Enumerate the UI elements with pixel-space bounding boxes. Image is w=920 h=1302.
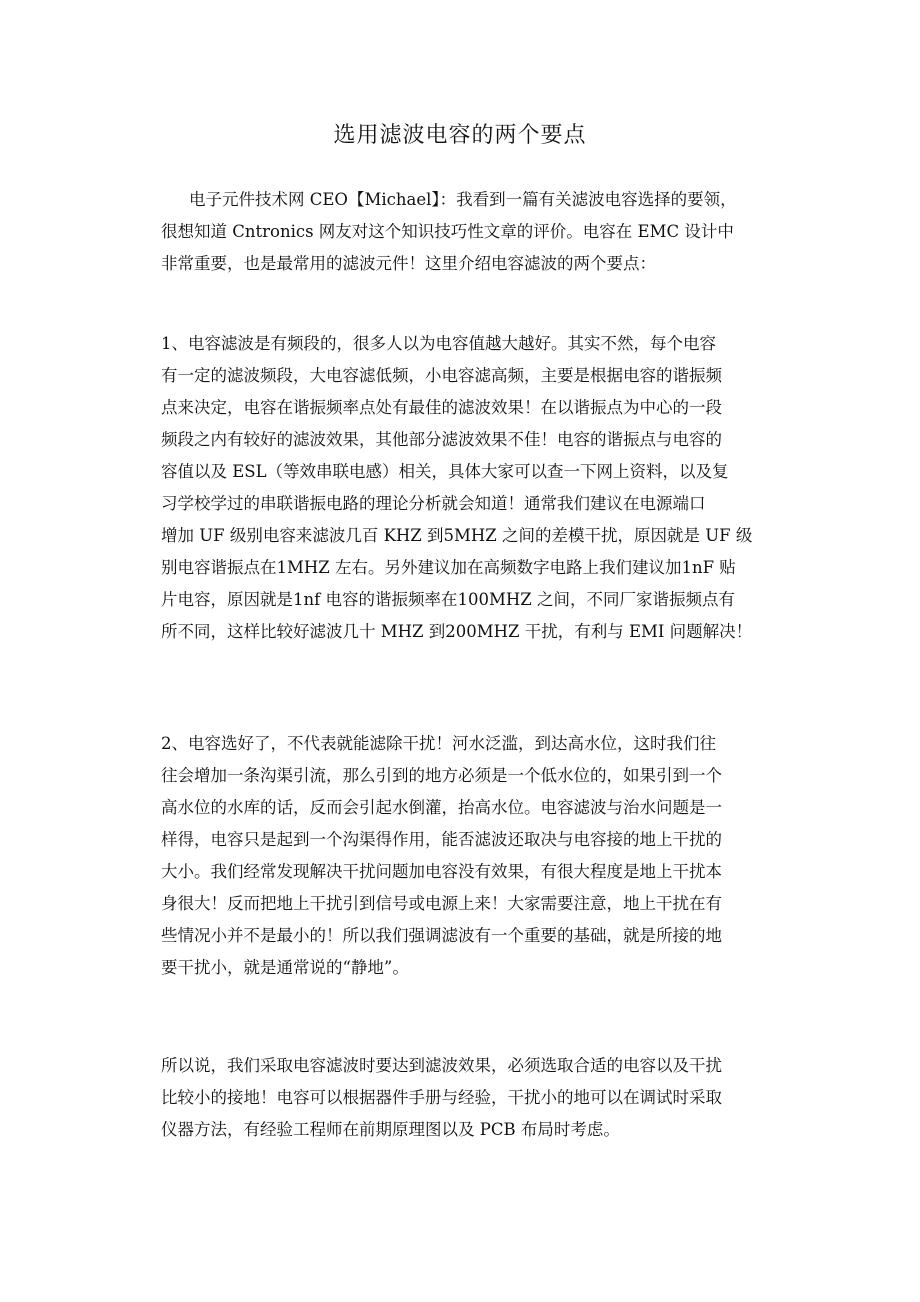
paragraph-line: 样得，电容只是起到一个沟渠得作用，能否滤波还取决与电容接的地上干扰的 (161, 830, 722, 849)
paragraph-line: 大小。我们经常发现解决干扰问题加电容没有效果，有很大程度是地上干扰本 (161, 862, 722, 881)
paragraph-line: 仪器方法，有经验工程师在前期原理图以及 PCB 布局时考虑。 (161, 1120, 620, 1139)
paragraph-line: 比较小的接地！电容可以根据器件手册与经验，干扰小的地可以在调试时采取 (161, 1088, 722, 1107)
document-title: 选用滤波电容的两个要点 (333, 123, 587, 148)
paragraph-line: 所不同，这样比较好滤波几十 MHZ 到200MHZ 干扰，有利与 EMI 问题解决！ (161, 622, 753, 641)
paragraph-line: 身很大！反而把地上干扰引到信号或电源上来！大家需要注意，地上干扰在有 (161, 894, 722, 913)
paragraph-line: 点来决定，电容在谐振频率点处有最佳的滤波效果！在以谐振点为中心的一段 (161, 398, 722, 417)
paragraph-line: 别电容谐振点在1MHZ 左右。另外建议加在高频数字电路上我们建议加1nF 贴 (161, 558, 736, 577)
paragraph-line: 有一定的滤波频段，大电容滤低频，小电容滤高频，主要是根据电容的谐振频 (161, 366, 722, 385)
intro-paragraph (161, 184, 791, 280)
paragraph-line: 1、电容滤波是有频段的，很多人以为电容值越大越好。其实不然，每个电容 (161, 334, 716, 353)
point-1-paragraph (161, 328, 791, 648)
paragraph-line: 片电容，原因就是1nf 电容的谐振频率在100MHZ 之间，不同厂家谐振频点有 (161, 590, 735, 609)
paragraph-line: 很想知道 Cntronics 网友对这个知识技巧性文章的评价。电容在 EMC 设计中 (161, 222, 734, 241)
paragraph-line: 非常重要，也是最常用的滤波元件！这里介绍电容滤波的两个要点： (161, 254, 656, 273)
paragraph-line: 习学校学过的串联谐振电路的理论分析就会知道！通常我们建议在电源端口 (161, 494, 706, 513)
conclusion-paragraph (161, 1050, 791, 1146)
point-2-paragraph (161, 728, 791, 984)
paragraph-line: 所以说，我们采取电容滤波时要达到滤波效果，必须选取合适的电容以及干扰 (161, 1056, 722, 1075)
paragraph-line: 些情况小并不是最小的！所以我们强调滤波有一个重要的基础，就是所接的地 (161, 926, 722, 945)
paragraph-line: 高水位的水库的话，反而会引起水倒灌，抬高水位。电容滤波与治水问题是一 (161, 798, 722, 817)
paragraph-line: 电子元件技术网 CEO【Michael】：我看到一篇有关滤波电容选择的要领， (189, 190, 737, 209)
paragraph-line: 容值以及 ESL（等效串联电感）相关，具体大家可以查一下网上资料，以及复 (161, 462, 729, 481)
paragraph-line: 往会增加一条沟渠引流，那么引到的地方必须是一个低水位的，如果引到一个 (161, 766, 722, 785)
paragraph-line: 频段之内有较好的滤波效果，其他部分滤波效果不佳！电容的谐振点与电容的 (161, 430, 722, 449)
paragraph-line: 要干扰小，就是通常说的“静地”。 (161, 958, 409, 977)
paragraph-line: 2、电容选好了，不代表就能滤除干扰！河水泛滥，到达高水位，这时我们往 (161, 734, 716, 753)
paragraph-line: 增加 UF 级别电容来滤波几百 KHZ 到5MHZ 之间的差模干扰，原因就是 UF 级 (161, 526, 753, 545)
